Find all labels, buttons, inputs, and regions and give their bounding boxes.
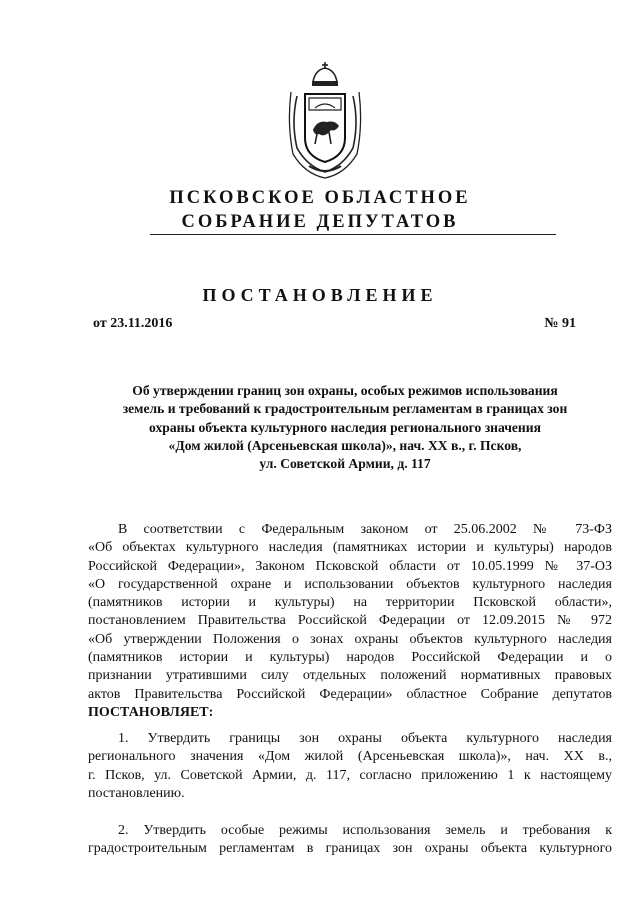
org-name-line2: СОБРАНИЕ ДЕПУТАТОВ	[181, 212, 459, 232]
item-line: постановлению.	[88, 785, 185, 801]
subject-line: Об утверждении границ зон охраны, особых режимов использования	[132, 383, 558, 398]
document-number: № 91	[544, 316, 576, 331]
preamble-line: «Об утверждении Положения о зонах охраны объектов культурного наследия	[88, 631, 612, 647]
preamble-line: (памятников истории и культуры) на территории Псковской области»,	[88, 595, 612, 611]
item-line: г. Псков, ул. Советской Армии, д. 117, согласно приложению 1 к настоящему	[88, 767, 612, 783]
preamble-line: постановлением Правительства Российской Федерации от 12.09.2015 № 972	[88, 613, 612, 629]
subject-line: охраны объекта культурного наследия регионального значения	[149, 419, 541, 435]
subject-line: земель и требований к градостроительным регламентам в границах зон	[122, 401, 568, 417]
item-2-paragraph	[88, 822, 612, 859]
preamble-line: (памятников истории и культуры) народов Российской Федерации и о	[88, 650, 612, 666]
header-divider	[150, 234, 556, 235]
item-1-paragraph	[88, 730, 612, 803]
coat-of-arms-icon	[285, 62, 365, 180]
item-line: градостроительным регламентам в границах зон охраны объекта культурного	[88, 841, 612, 857]
preamble-line: «Об объектах культурного наследия (памятниках истории и культуры) народов	[88, 540, 612, 556]
preamble-line: «О государственной охране и использовании объектов культурного наследия	[88, 576, 612, 592]
preamble-paragraph	[88, 521, 612, 722]
document-date: от 23.11.2016	[93, 316, 173, 331]
org-name-line1: ПСКОВСКОЕ ОБЛАСТНОЕ	[169, 188, 471, 208]
resolves-heading: ПОСТАНОВЛЯЕТ:	[88, 704, 214, 720]
item-line: 1. Утвердить границы зон охраны объекта культурного наследия	[118, 731, 612, 746]
document-subject	[86, 382, 604, 473]
item-line: 2. Утвердить особые режимы использования земель и требования к	[118, 823, 612, 838]
preamble-line: признании утратившими силу отдельных положений нормативных правовых	[88, 668, 612, 684]
subject-line: ул. Советской Армии, д. 117	[259, 456, 431, 472]
document-type-title: ПОСТАНОВЛЕНИЕ	[202, 285, 438, 305]
preamble-line: В соответствии с Федеральным законом от 25.06.2002 № 73-ФЗ	[118, 522, 612, 537]
item-line: регионального значения «Дом жилой (Арсеньевская школа)», нач. XX в.,	[88, 749, 612, 765]
preamble-line: актов Правительства Российской Федерации» областное Собрание депутатов	[88, 686, 612, 702]
preamble-line: Российской Федерации», Законом Псковской области от 10.05.1999 № 37-ОЗ	[88, 558, 612, 574]
subject-line: «Дом жилой (Арсеньевская школа)», нач. XX в., г. Псков,	[168, 437, 522, 453]
